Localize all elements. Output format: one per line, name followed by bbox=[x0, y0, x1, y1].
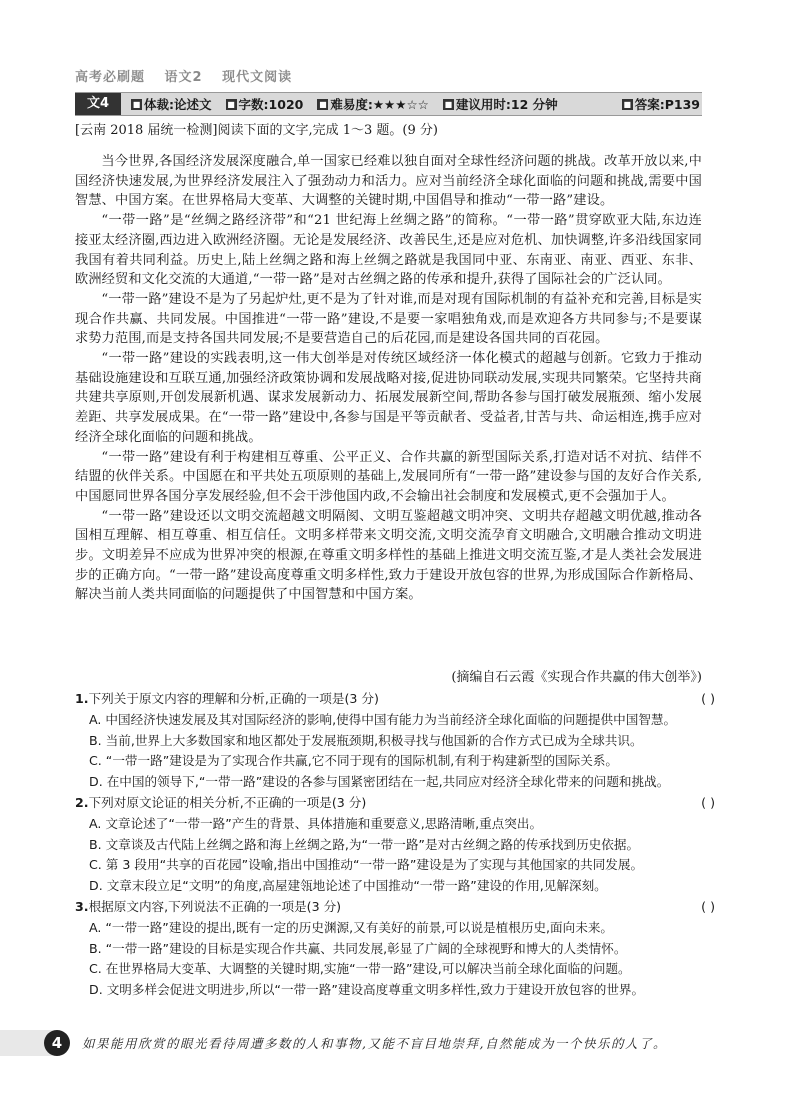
wordcount-icon: ■ bbox=[227, 99, 235, 109]
option: A. 文章论述了“一带一路”产生的背景、具体措施和重要意义,思路清晰,重点突出。 bbox=[89, 815, 543, 831]
paragraph: “一带一路”建设有利于构建相互尊重、公平正义、合作共赢的新型国际关系,打造对话不对抗、结伴不结盟的伙伴关系。中国愿在和平共处五项原则的基础上,发展同所有“一带一路”建设参与国的友好合作关系,中国愿同世界各国分享发展经验,但不会干涉他国内政,不会输出社会制度和发展模式,更不会强加于人。 bbox=[75, 449, 702, 504]
question-text: 根据原文内容,下列说法不正确的一项是(3 分) bbox=[88, 898, 342, 914]
option: B. “一带一路”建设的目标是实现合作共赢、共同发展,彰显了广阔的全球视野和博大的人类情怀。 bbox=[89, 940, 627, 956]
running-header bbox=[75, 66, 306, 85]
answer-blank[interactable]: ( ) bbox=[701, 794, 715, 810]
question-number: 1. bbox=[75, 691, 89, 706]
answer-blank[interactable]: ( ) bbox=[701, 898, 715, 914]
option: C. 在世界格局大变革、大调整的关键时期,实施“一带一路”建设,可以解决当前全球化面临的问题。 bbox=[89, 961, 631, 977]
question-text: 下列对原文论证的相关分析,不正确的一项是(3 分) bbox=[88, 794, 367, 810]
genre-icon: ■ bbox=[132, 99, 141, 109]
question-stem bbox=[75, 689, 715, 710]
question-text: 下列关于原文内容的理解和分析,正确的一项是(3 分) bbox=[88, 691, 379, 706]
genre-text: 体裁:论述文 bbox=[144, 97, 212, 112]
question-3 bbox=[75, 897, 715, 1001]
option: A. “一带一路”建设的提出,既有一定的历史渊源,又有美好的前景,可以说是植根历史,面向未来。 bbox=[89, 919, 614, 935]
paragraph: 当今世界,各国经济发展深度融合,单一国家已经难以独自面对全球性经济问题的挑战。改革开放以来,中国经济快速发展,为世界经济发展注入了强劲动力和活力。应对当前经济全球化面临的问题和挑战,需要中国智慧、中国方案。在世界格局大变革、大调整的关键时期,中国倡导和推动“一带一路”建设。 bbox=[75, 154, 702, 209]
difficulty-icon: ■ bbox=[319, 99, 327, 109]
question-stem bbox=[75, 793, 715, 814]
subject-name: 语文2 bbox=[164, 70, 203, 85]
article-tag: 文4 bbox=[75, 93, 121, 115]
option: D. 文章末段立足“文明”的角度,高屋建瓴地论述了中国推动“一带一路”建设的作用,见解深刻。 bbox=[89, 878, 607, 894]
footer-quote: 如果能用欣赏的眼光看待周遭多数的人和事物,又能不盲目地崇拜,自然能成为一个快乐的人了。 bbox=[82, 1036, 667, 1051]
question-stem bbox=[75, 897, 715, 918]
paragraph: “一带一路”建设不是为了另起炉灶,更不是为了针对谁,而是对现有国际机制的有益补充和完善,目标是实现合作共赢、共同发展。中国推进“一带一路”建设,不是要一家唱独角戏,而是欢迎各方共同参与;不是要谋求势力范围,而是支持各国共同发展;不是要营造自己的后花园,而是建设各国共同的百花园。 bbox=[75, 291, 703, 347]
citation: (摘编自石云霞《实现合作共赢的伟大创举》) bbox=[451, 670, 702, 685]
option: C. 第 3 段用“共享的百花园”设喻,指出中国推动“一带一路”建设是为了实现与其他国家的共同发展。 bbox=[89, 857, 644, 873]
option: D. 在中国的领导下,“一带一路”建设的各参与国紧密团结在一起,共同应对经济全球化带来的问题和挑战。 bbox=[89, 774, 670, 790]
option: D. 文明多样会促进文明进步,所以“一带一路”建设高度尊重文明多样性,致力于建设开放包容的世界。 bbox=[89, 982, 645, 998]
wordcount-info bbox=[226, 95, 304, 113]
paragraph: “一带一路”建设还以文明交流超越文明隔阂、文明互鉴超越文明冲突、文明共存超越文明优越,推动各国相互理解、相互尊重、相互信任。文明多样带来文明交流,文明交流孕育文明融合,文明融合推动文明进步。文明差异不应成为世界冲突的根源,在尊重文明多样性的基础上推进文明交流互鉴,才是人类社会发展进步的正确方向。“一带一路”建设高度尊重文明多样性,致力于建设开放包容的世界,为形成国际合作新格局、解决当前人类共同面临的问题提供了中国智慧和中国方案。 bbox=[75, 508, 702, 603]
time-text: 建议用时:12 分钟 bbox=[455, 97, 558, 112]
clock-icon: ■ bbox=[444, 99, 453, 109]
section-name: 现代文阅读 bbox=[222, 70, 293, 85]
wordcount-text: 字数:1020 bbox=[238, 97, 304, 112]
source-line: [云南 2018 届统一检测]阅读下面的文字,完成 1～3 题。(9 分) bbox=[75, 123, 438, 138]
genre-info bbox=[131, 95, 212, 113]
time-info bbox=[443, 95, 558, 113]
question-1 bbox=[75, 689, 715, 793]
series-name: 高考必刷题 bbox=[75, 70, 146, 85]
question-2 bbox=[75, 793, 715, 897]
answer-icon: ■ bbox=[623, 99, 632, 109]
paragraph: “一带一路”是“丝绸之路经济带”和“21 世纪海上丝绸之路”的简称。“一带一路”贯穿欧亚大陆,东边连接亚太经济圈,西边进入欧洲经济圈。无论是发展经济、改善民生,还是应对危机、加快调整,许多沿线国家同我国有着共同利益。历史上,陆上丝绸之路和海上丝绸之路就是我国同中亚、东南亚、南亚、西亚、东非、欧洲经贸和文化交流的大通道,“一带一路”是对古丝绸之路的传承和提升,获得了国际社会的广泛认同。 bbox=[75, 213, 702, 288]
answer-text: 答案:P139 bbox=[634, 97, 700, 112]
info-bar bbox=[75, 92, 702, 116]
question-number: 3. bbox=[75, 898, 89, 914]
question-number: 2. bbox=[75, 794, 89, 810]
option: A. 中国经济快速发展及其对国际经济的影响,使得中国有能力为当前经济全球化面临的问题提供中国智慧。 bbox=[89, 711, 677, 727]
answer-info bbox=[622, 95, 702, 113]
passage bbox=[75, 152, 702, 605]
option: B. 当前,世界上大多数国家和地区都处于发展瓶颈期,积极寻找与他国新的合作方式已成为全球共识。 bbox=[89, 732, 643, 748]
difficulty-info bbox=[317, 95, 429, 113]
paragraph: “一带一路”建设的实践表明,这一伟大创举是对传统区域经济一体化模式的超越与创新。它致力于推动基础设施建设和互联互通,加强经济政策协调和发展战略对接,促进协同联动发展,实现共同繁荣。它坚持共商共建共享原则,开创发展新机遇、谋求发展新动力、拓展发展新空间,帮助各参与国打破发展瓶颈、缩小发展差距、共享发展成果。在“一带一路”建设中,各参与国是平等贡献者、受益者,甘苦与共、命运相连,携手应对经济全球化面临的问题和挑战。 bbox=[75, 351, 702, 445]
question-list bbox=[75, 689, 715, 1001]
option: B. 文章谈及古代陆上丝绸之路和海上丝绸之路,为“一带一路”是对古丝绸之路的传承找到历史依据。 bbox=[89, 836, 640, 852]
answer-blank[interactable]: ( ) bbox=[701, 691, 715, 706]
page-number: 4 bbox=[44, 1030, 70, 1056]
difficulty-text: 难易度:★★★☆☆ bbox=[330, 97, 429, 112]
option: C. “一带一路”建设是为了实现合作共赢,它不同于现有的国际机制,有利于构建新型的国际关系。 bbox=[89, 753, 619, 769]
